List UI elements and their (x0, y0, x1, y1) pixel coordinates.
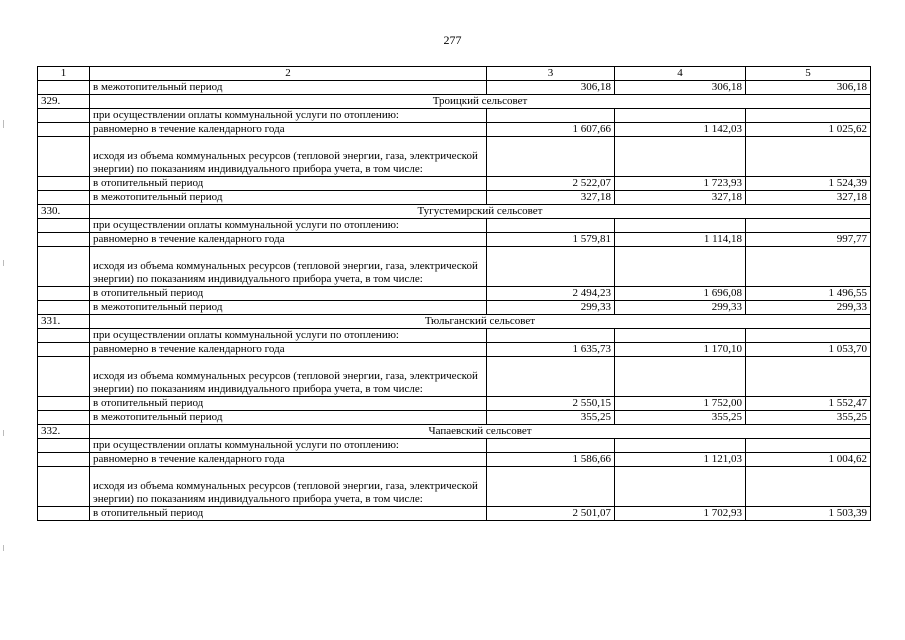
row-number-cell (38, 123, 90, 137)
scan-edge-mark (3, 545, 4, 551)
row-label: исходя из объема коммунальных ресурсов (тепловой энергии, газа, электрической энергии) по показаниям индивидуального прибора учета, в том числе: (90, 137, 487, 177)
section-number: 331. (38, 315, 90, 329)
value-col-4: 299,33 (615, 301, 746, 315)
value-col-3 (487, 219, 615, 233)
value-col-4: 306,18 (615, 81, 746, 95)
section-title: Чапаевский сельсовет (90, 425, 871, 439)
row-number-cell (38, 81, 90, 95)
table-row (38, 343, 871, 357)
value-col-5 (746, 439, 871, 453)
row-number-cell (38, 397, 90, 411)
value-col-5: 1 524,39 (746, 177, 871, 191)
row-label: исходя из объема коммунальных ресурсов (тепловой энергии, газа, электрической энергии) по показаниям индивидуального прибора учета, в том числе: (90, 357, 487, 397)
value-col-5: 1 053,70 (746, 343, 871, 357)
section-row (38, 315, 871, 329)
value-col-4: 1 142,03 (615, 123, 746, 137)
row-label: в отопительный период (90, 507, 487, 521)
row-number-cell (38, 329, 90, 343)
table-row (38, 287, 871, 301)
row-number-cell (38, 233, 90, 247)
row-label: в отопительный период (90, 397, 487, 411)
row-label: исходя из объема коммунальных ресурсов (тепловой энергии, газа, электрической энергии) по показаниям индивидуального прибора учета, в том числе: (90, 247, 487, 287)
column-header: 1 (38, 67, 90, 81)
row-label: в межотопительный период (90, 411, 487, 425)
table-row (38, 467, 871, 507)
value-col-3 (487, 247, 615, 287)
row-number-cell (38, 439, 90, 453)
table-row (38, 137, 871, 177)
value-col-5: 997,77 (746, 233, 871, 247)
section-row (38, 95, 871, 109)
table-row (38, 191, 871, 205)
table-row (38, 81, 871, 95)
value-col-4: 1 696,08 (615, 287, 746, 301)
row-label: в межотопительный период (90, 301, 487, 315)
row-label: при осуществлении оплаты коммунальной услуги по отоплению: (90, 219, 487, 233)
scan-edge-mark (3, 260, 4, 266)
value-col-3: 306,18 (487, 81, 615, 95)
value-col-3 (487, 137, 615, 177)
row-label: при осуществлении оплаты коммунальной услуги по отоплению: (90, 109, 487, 123)
row-number-cell (38, 219, 90, 233)
row-number-cell (38, 287, 90, 301)
value-col-3 (487, 467, 615, 507)
table-row (38, 123, 871, 137)
row-label: в межотопительный период (90, 81, 487, 95)
table-row (38, 109, 871, 123)
value-col-3: 355,25 (487, 411, 615, 425)
value-col-5 (746, 329, 871, 343)
value-col-3 (487, 439, 615, 453)
column-header: 3 (487, 67, 615, 81)
table-row (38, 329, 871, 343)
section-title: Троицкий сельсовет (90, 95, 871, 109)
section-number: 329. (38, 95, 90, 109)
value-col-4 (615, 137, 746, 177)
row-number-cell (38, 137, 90, 177)
row-number-cell (38, 343, 90, 357)
value-col-5: 1 503,39 (746, 507, 871, 521)
row-label: при осуществлении оплаты коммунальной услуги по отоплению: (90, 329, 487, 343)
value-col-4: 1 723,93 (615, 177, 746, 191)
value-col-4 (615, 247, 746, 287)
table-row (38, 177, 871, 191)
row-label: в отопительный период (90, 287, 487, 301)
value-col-5 (746, 137, 871, 177)
scan-edge-mark (3, 430, 4, 436)
value-col-5: 306,18 (746, 81, 871, 95)
value-col-3: 1 607,66 (487, 123, 615, 137)
value-col-4: 327,18 (615, 191, 746, 205)
row-label: исходя из объема коммунальных ресурсов (тепловой энергии, газа, электрической энергии) по показаниям индивидуального прибора учета, в том числе: (90, 467, 487, 507)
section-row (38, 205, 871, 219)
value-col-4 (615, 357, 746, 397)
row-number-cell (38, 357, 90, 397)
row-label: в отопительный период (90, 177, 487, 191)
page-number: 277 (443, 33, 462, 47)
value-col-5: 1 552,47 (746, 397, 871, 411)
value-col-3: 2 522,07 (487, 177, 615, 191)
row-number-cell (38, 453, 90, 467)
section-number: 330. (38, 205, 90, 219)
row-number-cell (38, 109, 90, 123)
value-col-5: 1 496,55 (746, 287, 871, 301)
row-label: равномерно в течение календарного года (90, 453, 487, 467)
table-row (38, 507, 871, 521)
row-number-cell (38, 507, 90, 521)
value-col-5: 355,25 (746, 411, 871, 425)
value-col-5 (746, 109, 871, 123)
value-col-5: 1 004,62 (746, 453, 871, 467)
value-col-4: 1 170,10 (615, 343, 746, 357)
table-row (38, 397, 871, 411)
row-number-cell (38, 247, 90, 287)
row-label: в межотопительный период (90, 191, 487, 205)
row-number-cell (38, 301, 90, 315)
value-col-4 (615, 329, 746, 343)
section-row (38, 425, 871, 439)
value-col-3: 1 579,81 (487, 233, 615, 247)
value-col-3: 2 550,15 (487, 397, 615, 411)
row-label: равномерно в течение календарного года (90, 343, 487, 357)
value-col-4 (615, 439, 746, 453)
table-row (38, 233, 871, 247)
value-col-3: 2 494,23 (487, 287, 615, 301)
value-col-3: 299,33 (487, 301, 615, 315)
value-col-5 (746, 467, 871, 507)
table-row (38, 357, 871, 397)
table-row (38, 411, 871, 425)
scan-edge-mark (3, 120, 4, 128)
value-col-3: 327,18 (487, 191, 615, 205)
value-col-4 (615, 219, 746, 233)
table-row (38, 247, 871, 287)
table-row (38, 219, 871, 233)
value-col-3: 2 501,07 (487, 507, 615, 521)
row-number-cell (38, 467, 90, 507)
row-number-cell (38, 177, 90, 191)
value-col-4: 355,25 (615, 411, 746, 425)
row-label: при осуществлении оплаты коммунальной услуги по отоплению: (90, 439, 487, 453)
value-col-4: 1 114,18 (615, 233, 746, 247)
value-col-3 (487, 329, 615, 343)
value-col-3: 1 635,73 (487, 343, 615, 357)
table-header-row (38, 67, 871, 81)
value-col-4: 1 702,93 (615, 507, 746, 521)
value-col-5: 1 025,62 (746, 123, 871, 137)
value-col-5 (746, 247, 871, 287)
value-col-5: 327,18 (746, 191, 871, 205)
value-col-4: 1 121,03 (615, 453, 746, 467)
table-row (38, 439, 871, 453)
table-row (38, 453, 871, 467)
row-label: равномерно в течение календарного года (90, 233, 487, 247)
section-number: 332. (38, 425, 90, 439)
value-col-3 (487, 357, 615, 397)
value-col-5 (746, 219, 871, 233)
row-number-cell (38, 411, 90, 425)
row-number-cell (38, 191, 90, 205)
value-col-3: 1 586,66 (487, 453, 615, 467)
table-row (38, 301, 871, 315)
value-col-4 (615, 109, 746, 123)
value-col-5: 299,33 (746, 301, 871, 315)
row-label: равномерно в течение календарного года (90, 123, 487, 137)
tariff-table (37, 66, 871, 521)
column-header: 5 (746, 67, 871, 81)
section-title: Тюльганский сельсовет (90, 315, 871, 329)
column-header: 4 (615, 67, 746, 81)
section-title: Тугустемирский сельсовет (90, 205, 871, 219)
value-col-5 (746, 357, 871, 397)
value-col-4 (615, 467, 746, 507)
value-col-3 (487, 109, 615, 123)
column-header: 2 (90, 67, 487, 81)
value-col-4: 1 752,00 (615, 397, 746, 411)
